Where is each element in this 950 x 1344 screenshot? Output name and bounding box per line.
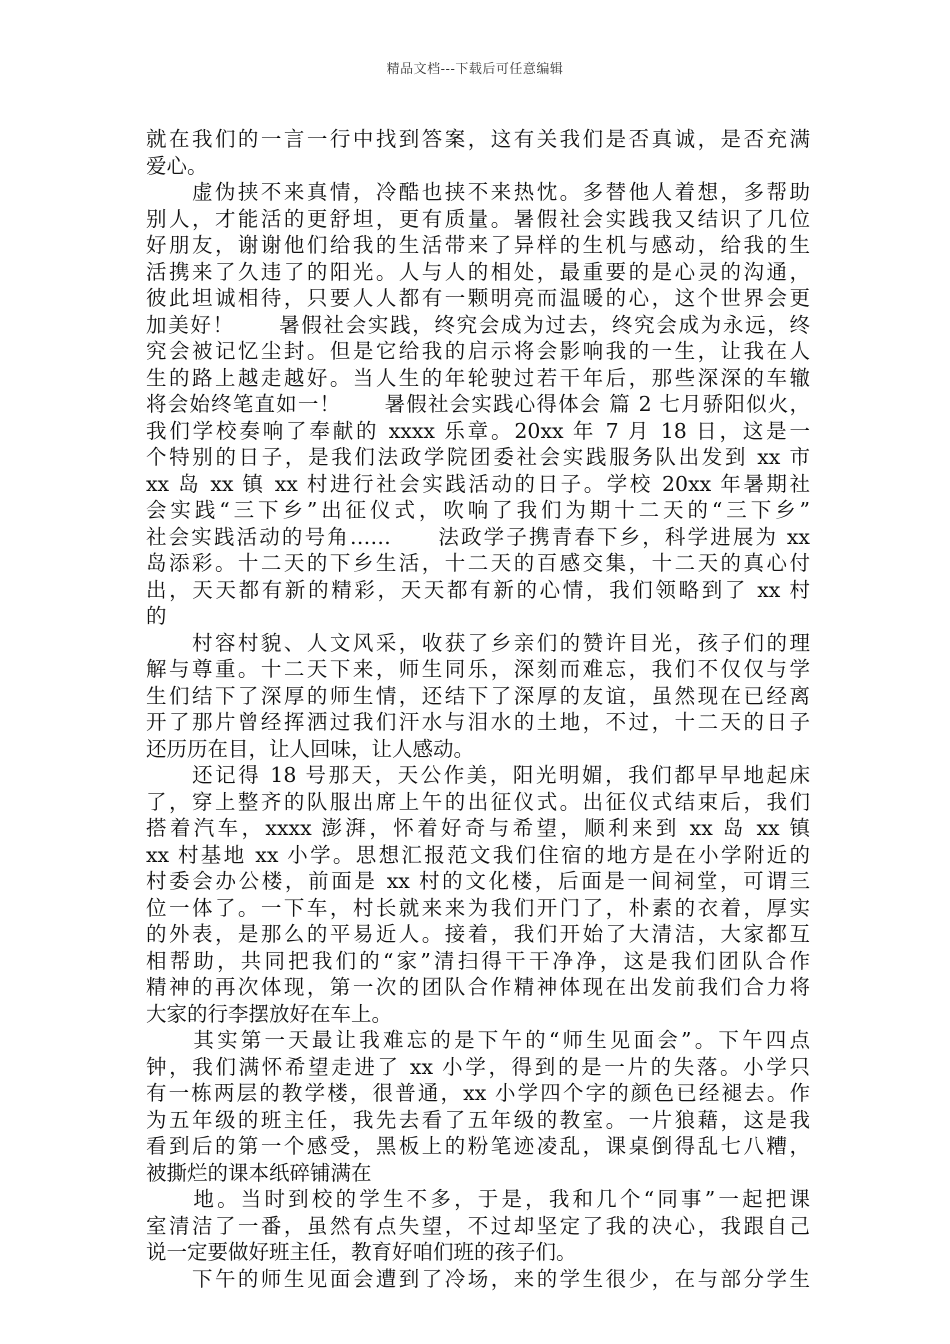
text-line: 会实践“三下乡”出征仪式，吹响了我们为期十二天的“三下乡” [146, 498, 810, 522]
text-line: 为五年级的班主任，我先去看了五年级的教室。一片狼藉，这是我 [146, 1107, 810, 1132]
text-line: 生们结下了深厚的师生情，还结下了深厚的友谊，虽然现在已经离 [146, 683, 810, 708]
text-line: 将会始终笔直如一！ 暑假社会实践心得体会 篇 2 七月骄阳似火， [146, 392, 810, 416]
text-line: xx 岛 xx 镇 xx 村进行社会实践活动的日子。学校 20xx 年暑期社 [146, 471, 810, 496]
text-line: 了，穿上整齐的队服出席上午的出征仪式。出征仪式结束后，我们 [146, 789, 810, 814]
text-line: 还历历在目，让人回味，让人感动。 [146, 736, 474, 761]
text-line: 的外表，是那么的平易近人。接着，我们开始了大清洁，大家都互 [146, 922, 810, 946]
text-line: 下午的师生见面会遭到了冷场，来的学生很少，在与部分学生 [146, 1266, 810, 1291]
text-line: 看到后的第一个感受，黑板上的粉笔迹凌乱，课桌倒得乱七八糟， [146, 1134, 810, 1158]
text-line: 彼此坦诚相待，只要人人都有一颗明亮而温暖的心，这个世界会更 [146, 286, 810, 310]
text-line: 生的路上越走越好。当人生的年轮驶过若干年后，那些深深的车辙 [146, 365, 810, 390]
document-body [146, 126, 810, 1292]
text-line: 虚伪挟不来真情，冷酷也挟不来热忱。多替他人着想，多帮助 [146, 180, 810, 204]
text-line: 别人，才能活的更舒坦，更有质量。暑假社会实践我又结识了几位 [146, 206, 810, 231]
text-line: 位一体了。一下车，村长就来来为我们开门了，朴素的衣着，厚实 [146, 895, 810, 920]
text-line: 说一定要做好班主任，教育好咱们班的孩子们。 [146, 1240, 577, 1264]
text-line: 开了那片曾经挥洒过我们汗水与泪水的土地，不过，十二天的日子 [146, 710, 810, 734]
text-line: 大家的行李摆放好在车上。 [146, 1001, 392, 1026]
text-line: 相帮助，共同把我们的“家”清扫得干干净净，这是我们团队合作 [146, 948, 810, 973]
text-line: 其实第一天最让我难忘的是下午的“师生见面会”。下午四点 [146, 1028, 810, 1052]
text-line: 好朋友，谢谢他们给我的生活带来了异样的生机与感动，给我的生 [146, 233, 810, 257]
text-line: 村容村貌、人文风采，收获了乡亲们的赞许目光，孩子们的理 [146, 630, 810, 655]
text-line: 还记得 18 号那天，天公作美，阳光明媚，我们都早早地起床 [146, 763, 810, 787]
text-line: 室清洁了一番，虽然有点失望，不过却坚定了我的决心，我跟自己 [146, 1213, 810, 1238]
text-line: 搭着汽车，xxxx 澎湃，怀着好奇与希望，顺利来到 xx 岛 xx 镇 [146, 816, 810, 840]
text-line: 村委会办公楼，前面是 xx 村的文化楼，后面是一间祠堂，可谓三 [146, 869, 810, 893]
text-line: 我们学校奏响了奉献的 xxxx 乐章。20xx 年 7 月 18 日，这是一 [146, 418, 810, 443]
text-line: xx 村基地 xx 小学。思想汇报范文我们住宿的地方是在小学附近的 [146, 842, 810, 867]
text-line: 社会实践活动的号角…… 法政学子携青春下乡，科学进展为 xx [146, 524, 810, 549]
text-line: 加美好！ 暑假社会实践，终究会成为过去，终究会成为永远，终 [146, 312, 810, 337]
text-line: 个特别的日子，是我们法政学院团委社会实践服务队出发到 xx 市 [146, 445, 810, 469]
text-line: 有一栋两层的教学楼，很普通，xx 小学四个字的颜色已经褪去。作 [146, 1081, 810, 1105]
page-header: 精品文档---下载后可任意编辑 [386, 62, 564, 77]
text-line: 地。当时到校的学生不多，于是，我和几个“同事”一起把课 [146, 1187, 810, 1211]
text-line: 被撕烂的课本纸碎铺满在 [146, 1160, 372, 1185]
text-line: 精神的再次体现，第一次的团队合作精神体现在出发前我们合力将 [146, 975, 810, 999]
text-line: 岛添彩。十二天的下乡生活，十二天的百感交集，十二天的真心付 [146, 551, 810, 575]
text-line: 爱心。 [146, 153, 208, 178]
text-line: 究会被记忆尘封。但是它给我的启示将会影响我的一生，让我在人 [146, 339, 810, 363]
text-line: 的 [146, 604, 167, 628]
text-line: 解与尊重。十二天下来，师生同乐，深刻而难忘，我们不仅仅与学 [146, 657, 810, 681]
text-line: 活携来了久违了的阳光。人与人的相处，最重要的是心灵的沟通， [146, 259, 810, 284]
text-line: 就在我们的一言一行中找到答案，这有关我们是否真诚，是否充满 [146, 127, 810, 151]
text-line: 出，天天都有新的精彩，天天都有新的心情，我们领略到了 xx 村 [146, 577, 810, 602]
text-line: 钟，我们满怀希望走进了 xx 小学，得到的是一片的失落。小学只 [146, 1054, 810, 1079]
